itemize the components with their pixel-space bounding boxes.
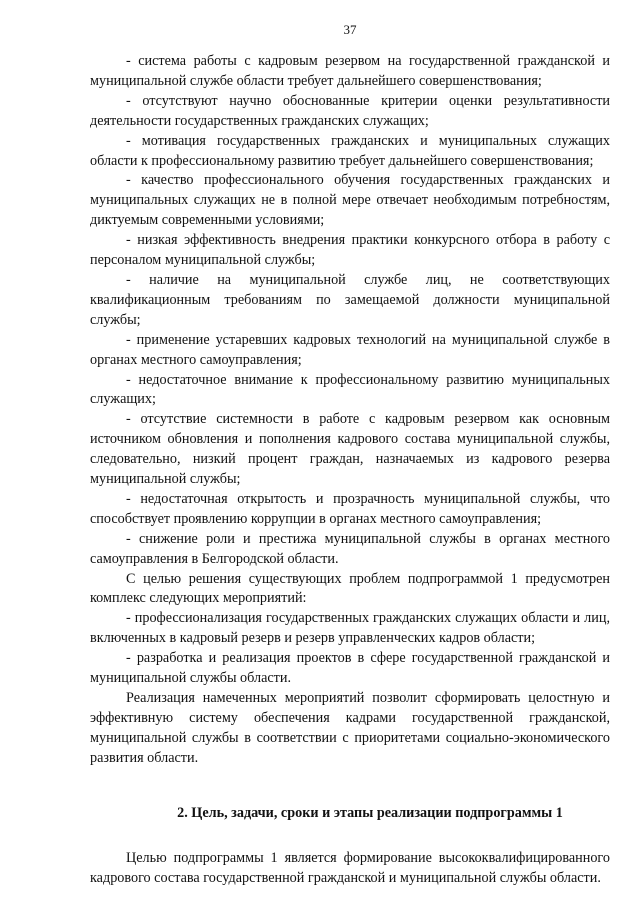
paragraph-outdated-technologies: - применение устаревших кадровых технологий на муниципальной службе в органах местного самоуправления; <box>90 331 610 368</box>
paragraph-cadre-reserve: - система работы с кадровым резервом на государственной гражданской и муниципальной службе области требует дальнейшего совершенствования; <box>90 53 610 89</box>
paragraph-goal: Целью подпрограммы 1 является формирование высококвалифицированного кадрового состава государственной гражданской и муниципальной службы области. <box>90 849 610 886</box>
paragraph-criteria: - отсутствуют научно обоснованные критерии оценки результативности деятельности государственных гражданских служащих; <box>90 92 610 129</box>
paragraph-training-quality: - качество профессионального обучения государственных гражданских и муниципальных служащих не в полной мере отвечает необходимым потребностям, диктуемым современными условиями; <box>90 172 610 229</box>
paragraph-qualification: - наличие на муниципальной службе лиц, не соответствующих квалификационным требованиям по замещаемой должности муниципальной службы; <box>90 271 610 328</box>
paragraph-prestige: - снижение роли и престижа муниципальной службы в органах местного самоуправления в Белгородской области. <box>90 530 610 567</box>
paragraph-reserve-system: - отсутствие системности в работе с кадровым резервом как основным источником обновления и пополнения кадрового состава муниципальной службы, следовательно, низкий процент граждан, назначаемых из кадрового резерва муниципальной службы; <box>90 411 610 488</box>
paragraph-transparency: - недостаточная открытость и прозрачность муниципальной службы, что способствует проявлению коррупции в органах местного самоуправления; <box>90 490 610 527</box>
paragraph-motivation: - мотивация государственных гражданских и муниципальных служащих области к профессиональному развитию требует дальнейшего совершенствования; <box>90 132 610 169</box>
paragraph-professionalization: - профессионализация государственных гражданских служащих области и лиц, включенных в кадровый резерв и резерв управленческих кадров области; <box>90 610 610 647</box>
paragraph-implementation: Реализация намеченных мероприятий позволит сформировать целостную и эффективную систему обеспечения кадрами государственной гражданской, муниципальной службы в соответствии с приоритетами социально-экономического развития области. <box>90 690 610 766</box>
paragraph-measures-intro: С целью решения существующих проблем подпрограммой 1 предусмотрен комплекс следующих мероприятий: <box>90 570 610 607</box>
paragraph-professional-development: - недостаточное внимание к профессиональному развитию муниципальных служащих; <box>90 371 610 408</box>
section-heading: 2. Цель, задачи, сроки и этапы реализации подпрограммы 1 <box>177 804 563 821</box>
paragraph-competitive-selection: - низкая эффективность внедрения практики конкурсного отбора в работу с персоналом муниципальной службы; <box>90 232 610 269</box>
paragraph-projects: - разработка и реализация проектов в сфере государственной гражданской и муниципальной службы области. <box>90 650 610 687</box>
document-page <box>90 22 610 888</box>
page-number: 37 <box>343 22 357 37</box>
